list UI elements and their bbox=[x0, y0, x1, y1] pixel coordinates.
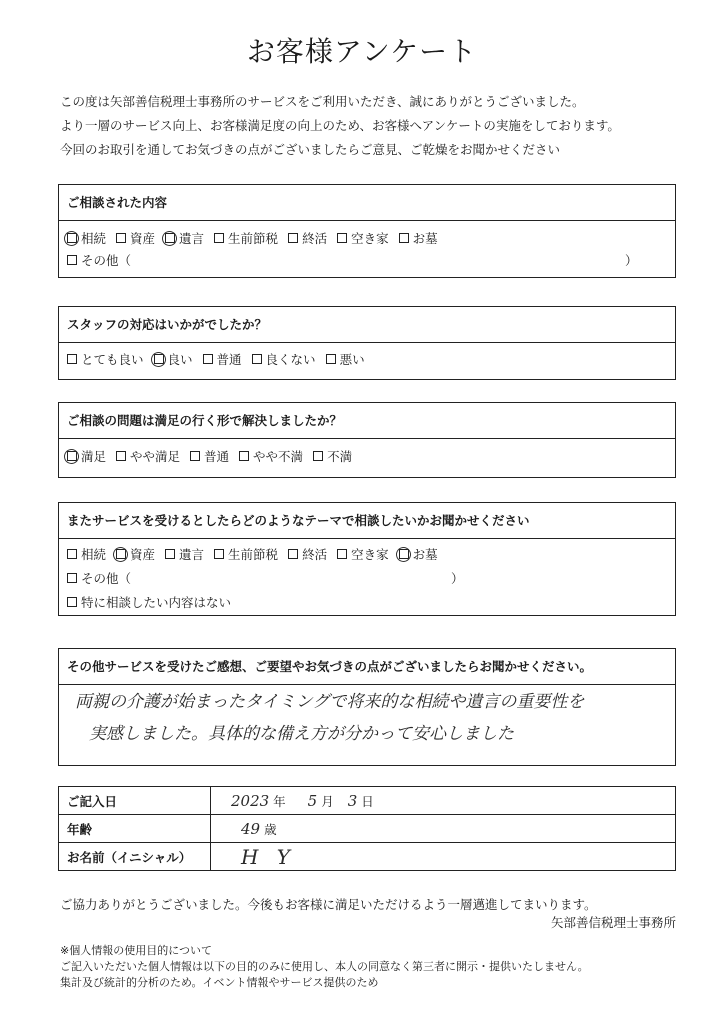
option-seizen-setsuzei[interactable]: 生前節税 bbox=[214, 229, 278, 247]
month-value: 5 bbox=[307, 791, 318, 810]
question-heading: ご相談された内容 bbox=[59, 185, 675, 221]
checkbox[interactable] bbox=[252, 354, 262, 364]
option-akiya[interactable]: 空き家 bbox=[337, 229, 389, 247]
checkbox[interactable] bbox=[190, 451, 200, 461]
age-unit: 歳 bbox=[264, 821, 277, 837]
checkbox-checked[interactable] bbox=[116, 549, 126, 559]
year-value: 2023 bbox=[231, 791, 270, 810]
question-future-theme bbox=[58, 502, 676, 616]
closing-message: ご協力ありがとうございました。今後もお客様に満足いただけるよう一層邁進してまいります。 bbox=[60, 897, 597, 912]
option-dissatisfied[interactable]: 不満 bbox=[313, 447, 352, 465]
checkbox[interactable] bbox=[337, 549, 347, 559]
privacy-note-line-1: ご記入いただいた個人情報は以下の目的のみに使用し、本人の同意なく第三者に開示・提供いたしません。 bbox=[60, 960, 589, 973]
other-label: その他（ bbox=[81, 253, 132, 268]
option-ohaka[interactable]: お墓 bbox=[399, 545, 438, 563]
table-row bbox=[59, 787, 676, 815]
checkbox[interactable] bbox=[67, 255, 77, 265]
name-label: お名前（イニシャル） bbox=[59, 843, 211, 871]
none-label: 特に相談したい内容はない bbox=[81, 595, 232, 610]
name-value: H Y bbox=[241, 844, 297, 869]
option-satisfied[interactable]: 満足 bbox=[67, 447, 106, 465]
question-heading: ご相談の問題は満足の行く形で解決しましたか？ bbox=[59, 403, 675, 439]
option-other-row[interactable] bbox=[67, 569, 141, 587]
privacy-note-heading: ※個人情報の使用目的について bbox=[60, 944, 212, 957]
checkbox[interactable] bbox=[288, 233, 298, 243]
option-souzoku[interactable]: 相続 bbox=[67, 229, 106, 247]
option-somewhat-dissatisfied[interactable]: やや不満 bbox=[239, 447, 303, 465]
checkbox[interactable] bbox=[116, 233, 126, 243]
option-seizen-setsuzei[interactable]: 生前節税 bbox=[214, 545, 278, 563]
year-unit: 年 bbox=[273, 793, 286, 809]
respondent-info-table bbox=[58, 786, 676, 871]
question-heading: スタッフの対応はいかがでしたか？ bbox=[59, 307, 675, 343]
question-heading: その他サービスを受けたご感想、ご要望やお気づきの点がございましたらお聞かせください。 bbox=[59, 649, 675, 685]
intro-line-2: より一層のサービス向上、お客様満足度の向上のため、お客様へアンケートの実施をしております。 bbox=[60, 118, 620, 133]
date-value[interactable] bbox=[211, 787, 676, 815]
checkbox[interactable] bbox=[214, 549, 224, 559]
option-shisan[interactable]: 資産 bbox=[116, 545, 155, 563]
option-shukatsu[interactable]: 終活 bbox=[288, 545, 327, 563]
option-somewhat-satisfied[interactable]: やや満足 bbox=[116, 447, 180, 465]
checkbox[interactable] bbox=[165, 549, 175, 559]
checkbox-checked[interactable] bbox=[165, 233, 175, 243]
page-title: お客様アンケート bbox=[246, 35, 478, 68]
date-label: ご記入日 bbox=[59, 787, 211, 815]
option-not-good[interactable]: 良くない bbox=[252, 350, 316, 368]
option-souzoku[interactable]: 相続 bbox=[67, 545, 106, 563]
privacy-note-line-2: 集計及び統計的分析のため。イベント情報やサービス提供のため bbox=[60, 976, 379, 989]
intro-line-3: 今回のお取引を通してお気づきの点がございましたらご意見、ご乾燥をお聞かせください bbox=[60, 142, 561, 157]
handwritten-answer-line-2: 実感しました。具体的な備え方が分かって安心しました bbox=[89, 724, 514, 744]
age-label: 年齢 bbox=[59, 815, 211, 843]
checkbox[interactable] bbox=[239, 451, 249, 461]
checkbox[interactable] bbox=[214, 233, 224, 243]
age-value-cell[interactable] bbox=[211, 815, 676, 843]
checkbox[interactable] bbox=[399, 233, 409, 243]
other-label: その他（ bbox=[81, 571, 132, 586]
option-row bbox=[67, 447, 362, 465]
option-row bbox=[67, 350, 375, 368]
option-row bbox=[67, 229, 448, 247]
option-other-row[interactable] bbox=[67, 251, 141, 269]
table-row bbox=[59, 815, 676, 843]
firm-name: 矢部善信税理士事務所 bbox=[550, 915, 676, 930]
other-close: ） bbox=[625, 253, 638, 268]
option-shukatsu[interactable]: 終活 bbox=[288, 229, 327, 247]
question-heading: またサービスを受けるとしたらどのようなテーマで相談したいかお聞かせください bbox=[59, 503, 675, 539]
option-very-good[interactable]: とても良い bbox=[67, 350, 144, 368]
name-value-cell[interactable] bbox=[211, 843, 676, 871]
intro-line-1: この度は矢部善信税理士事務所のサービスをご利用いただき、誠にありがとうございました。 bbox=[60, 94, 585, 109]
option-good[interactable]: 良い bbox=[154, 350, 193, 368]
option-yuigon[interactable]: 遺言 bbox=[165, 545, 204, 563]
checkbox-checked[interactable] bbox=[67, 451, 77, 461]
option-none-row[interactable] bbox=[67, 593, 241, 611]
day-unit: 日 bbox=[361, 793, 374, 809]
option-ohaka[interactable]: お墓 bbox=[399, 229, 438, 247]
option-yuigon[interactable]: 遺言 bbox=[165, 229, 204, 247]
day-value: 3 bbox=[347, 791, 358, 810]
checkbox[interactable] bbox=[67, 354, 77, 364]
checkbox[interactable] bbox=[67, 597, 77, 607]
handwritten-answer-line-1: 両親の介護が始まったタイミングで将来的な相続や遺言の重要性を bbox=[75, 692, 585, 712]
checkbox[interactable] bbox=[67, 549, 77, 559]
question-consultation-content bbox=[58, 184, 676, 278]
month-unit: 月 bbox=[321, 793, 334, 809]
other-close: ） bbox=[451, 571, 464, 586]
checkbox[interactable] bbox=[288, 549, 298, 559]
table-row bbox=[59, 843, 676, 871]
checkbox[interactable] bbox=[67, 573, 77, 583]
checkbox-checked[interactable] bbox=[399, 549, 409, 559]
checkbox[interactable] bbox=[337, 233, 347, 243]
question-satisfaction bbox=[58, 402, 676, 478]
checkbox[interactable] bbox=[203, 354, 213, 364]
option-average[interactable]: 普通 bbox=[190, 447, 229, 465]
option-akiya[interactable]: 空き家 bbox=[337, 545, 389, 563]
option-row bbox=[67, 545, 448, 563]
option-bad[interactable]: 悪い bbox=[326, 350, 365, 368]
checkbox-checked[interactable] bbox=[67, 233, 77, 243]
checkbox[interactable] bbox=[116, 451, 126, 461]
checkbox[interactable] bbox=[313, 451, 323, 461]
checkbox[interactable] bbox=[326, 354, 336, 364]
option-average[interactable]: 普通 bbox=[203, 350, 242, 368]
age-value: 49 bbox=[241, 819, 261, 838]
checkbox-checked[interactable] bbox=[154, 354, 164, 364]
question-comments bbox=[58, 648, 676, 766]
option-shisan[interactable]: 資産 bbox=[116, 229, 155, 247]
question-staff-response bbox=[58, 306, 676, 380]
